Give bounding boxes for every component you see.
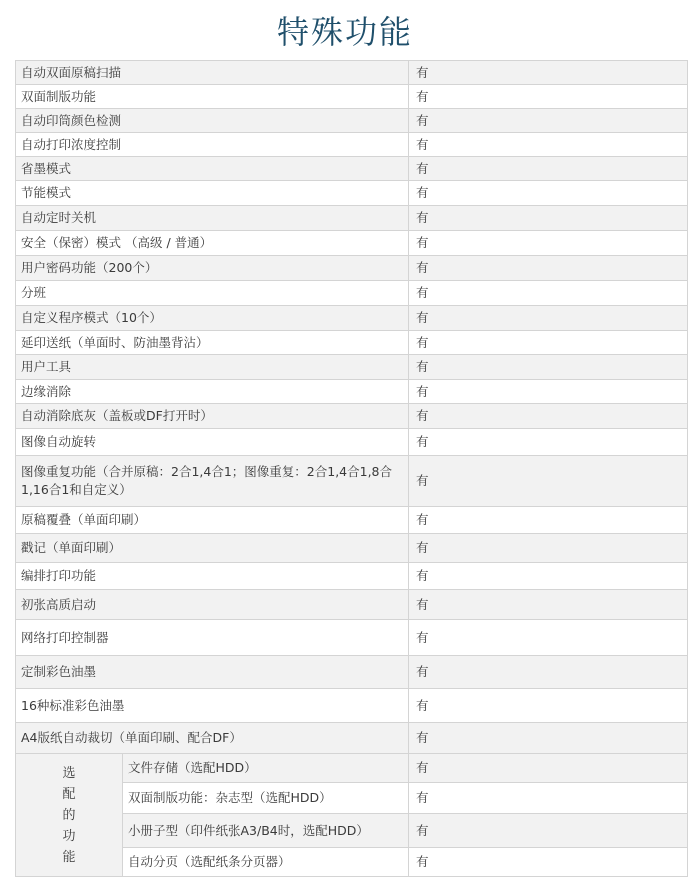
feature-cell: 延印送纸（单面时、防油墨背沾） <box>16 331 409 355</box>
value-cell: 有 <box>409 157 688 181</box>
feature-cell: 网络打印控制器 <box>16 620 409 656</box>
optional-group-label-char: 能 <box>62 849 76 865</box>
table-row <box>16 456 688 507</box>
table-row <box>16 61 688 85</box>
feature-cell: 自动消除底灰（盖板或DF打开时） <box>16 404 409 429</box>
table-row <box>16 231 688 256</box>
table-row <box>16 429 688 456</box>
table-row <box>16 206 688 231</box>
table-row <box>16 563 688 590</box>
optional-feature-cell: 小册子型（印件纸张A3/B4时，选配HDD） <box>123 814 409 848</box>
value-cell: 有 <box>409 181 688 206</box>
table-row <box>16 281 688 306</box>
feature-cell: 安全（保密）模式 （高级 / 普通） <box>16 231 409 256</box>
feature-cell: 自动定时关机 <box>16 206 409 231</box>
value-cell: 有 <box>409 456 688 507</box>
value-cell: 有 <box>409 206 688 231</box>
value-cell: 有 <box>409 620 688 656</box>
value-cell: 有 <box>409 429 688 456</box>
table-row <box>16 689 688 723</box>
value-cell: 有 <box>409 723 688 754</box>
value-cell: 有 <box>409 404 688 429</box>
table-row <box>16 109 688 133</box>
feature-cell: 初张高质启动 <box>16 590 409 620</box>
table-row <box>16 133 688 157</box>
optional-value-cell: 有 <box>409 754 688 783</box>
feature-cell: 双面制版功能 <box>16 85 409 109</box>
table-row <box>16 355 688 380</box>
optional-value-cell: 有 <box>409 783 688 814</box>
feature-cell: 自动双面原稿扫描 <box>16 61 409 85</box>
value-cell: 有 <box>409 306 688 331</box>
feature-cell: A4版纸自动裁切（单面印刷、配合DF） <box>16 723 409 754</box>
feature-cell: 编排打印功能 <box>16 563 409 590</box>
value-cell: 有 <box>409 85 688 109</box>
table-row <box>16 181 688 206</box>
optional-group-label-char: 功 <box>62 828 76 844</box>
table-row <box>16 590 688 620</box>
optional-row <box>16 754 688 783</box>
feature-cell: 节能模式 <box>16 181 409 206</box>
value-cell: 有 <box>409 256 688 281</box>
feature-cell: 用户密码功能（200个） <box>16 256 409 281</box>
value-cell: 有 <box>409 281 688 306</box>
optional-feature-cell: 双面制版功能：杂志型（选配HDD） <box>123 783 409 814</box>
table-row <box>16 620 688 656</box>
value-cell: 有 <box>409 61 688 85</box>
value-cell: 有 <box>409 231 688 256</box>
optional-feature-cell: 文件存储（选配HDD） <box>123 754 409 783</box>
table-row <box>16 723 688 754</box>
feature-cell: 定制彩色油墨 <box>16 656 409 689</box>
feature-cell: 图像自动旋转 <box>16 429 409 456</box>
table-row <box>16 656 688 689</box>
table-row <box>16 331 688 355</box>
value-cell: 有 <box>409 563 688 590</box>
table-row <box>16 380 688 404</box>
feature-table-body <box>16 61 688 877</box>
feature-cell: 图像重复功能（合并原稿：2合1,4合1；图像重复：2合1,4合1,8合1,16合1和自定义） <box>16 456 409 507</box>
value-cell: 有 <box>409 380 688 404</box>
feature-cell: 自动打印浓度控制 <box>16 133 409 157</box>
feature-cell: 自定义程序模式（10个） <box>16 306 409 331</box>
value-cell: 有 <box>409 656 688 689</box>
feature-cell: 16种标准彩色油墨 <box>16 689 409 723</box>
value-cell: 有 <box>409 331 688 355</box>
feature-cell: 原稿覆叠（单面印刷） <box>16 507 409 534</box>
optional-group-label <box>16 754 123 877</box>
page-title: 特殊功能 <box>276 13 413 51</box>
value-cell: 有 <box>409 534 688 563</box>
optional-group-label-char: 配 <box>62 786 76 802</box>
table-row <box>16 507 688 534</box>
value-cell: 有 <box>409 109 688 133</box>
table-row <box>16 306 688 331</box>
table-row <box>16 404 688 429</box>
table-row <box>16 256 688 281</box>
table-row <box>16 534 688 563</box>
feature-cell: 省墨模式 <box>16 157 409 181</box>
value-cell: 有 <box>409 133 688 157</box>
value-cell: 有 <box>409 355 688 380</box>
optional-feature-cell: 自动分页（选配纸条分页器） <box>123 848 409 877</box>
feature-cell: 分班 <box>16 281 409 306</box>
optional-group-label-char: 选 <box>62 765 76 781</box>
feature-cell: 自动印筒颜色检测 <box>16 109 409 133</box>
value-cell: 有 <box>409 507 688 534</box>
value-cell: 有 <box>409 689 688 723</box>
optional-value-cell: 有 <box>409 848 688 877</box>
feature-cell: 戳记（单面印刷） <box>16 534 409 563</box>
feature-table <box>15 60 688 877</box>
value-cell: 有 <box>409 590 688 620</box>
table-row <box>16 85 688 109</box>
feature-cell: 边缘消除 <box>16 380 409 404</box>
table-row <box>16 157 688 181</box>
optional-value-cell: 有 <box>409 814 688 848</box>
optional-group-label-char: 的 <box>62 807 76 823</box>
feature-cell: 用户工具 <box>16 355 409 380</box>
